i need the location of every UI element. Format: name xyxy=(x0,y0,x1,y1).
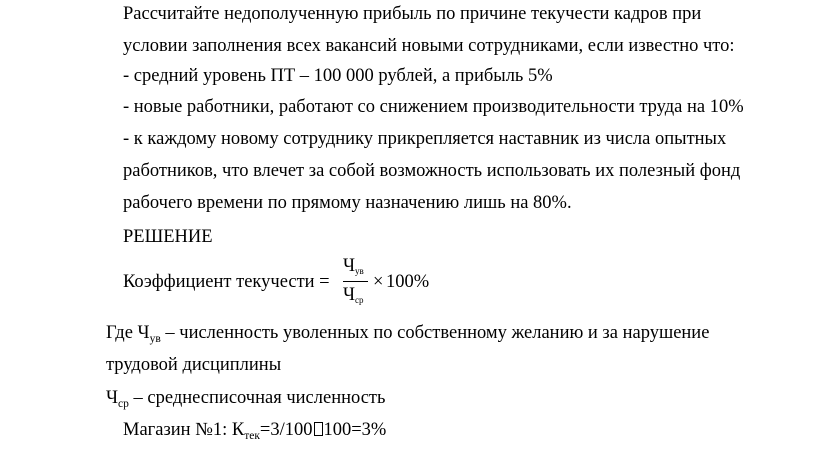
definition-subscript: ув xyxy=(149,333,161,345)
definition-line-1 xyxy=(106,322,709,344)
store-part-1: =3/100 xyxy=(259,420,313,440)
problem-line-4: - новые работники, работают со снижением производительности труда на 10% xyxy=(123,97,744,117)
problem-line-5: - к каждому новому сотруднику прикрепляется наставник из числа опытных xyxy=(123,129,727,149)
fraction-bar xyxy=(343,281,368,282)
numerator-subscript: ув xyxy=(355,266,364,276)
multiply-sign: × xyxy=(373,272,384,292)
problem-line-7: рабочего времени по прямому назначению лишь на 80%. xyxy=(123,193,572,213)
problem-line-1: Рассчитайте недополученную прибыль по причине текучести кадров при xyxy=(123,4,702,24)
average-subscript: ср xyxy=(118,398,129,410)
definition-line-2: трудовой дисциплины xyxy=(106,355,282,375)
average-text: – среднесписочная численность xyxy=(128,388,386,408)
denominator-letter: Ч xyxy=(343,285,356,305)
store-subscript: тек xyxy=(244,430,260,442)
problem-line-3: - средний уровень ПТ – 100 000 рублей, а прибыль 5% xyxy=(123,66,553,86)
formula-label: Коэффициент текучести = xyxy=(123,272,330,292)
definition-prefix: Где Ч xyxy=(106,323,150,343)
store-part-2: 100=3% xyxy=(323,420,387,440)
problem-line-2: условии заполнения всех вакансий новыми сотрудниками, если известно что: xyxy=(123,36,735,56)
turnover-formula xyxy=(123,252,543,310)
solution-heading: РЕШЕНИЕ xyxy=(123,227,213,247)
average-letter: Ч xyxy=(106,388,119,408)
denominator-subscript: ср xyxy=(355,295,364,305)
definition-text: – численность уволенных по собственному желанию и за нарушение xyxy=(160,323,710,343)
missing-glyph-box xyxy=(314,422,323,436)
formula-denominator xyxy=(343,285,364,306)
formula-fraction xyxy=(343,252,371,310)
average-definition xyxy=(106,387,385,409)
formula-percent: 100% xyxy=(386,272,430,292)
formula-numerator xyxy=(343,256,364,277)
problem-line-6: работников, что влечет за собой возможность использовать их полезный фонд xyxy=(123,161,741,181)
store-calculation xyxy=(123,419,386,441)
numerator-letter: Ч xyxy=(343,256,356,276)
store-prefix: Магазин №1: К xyxy=(123,420,245,440)
